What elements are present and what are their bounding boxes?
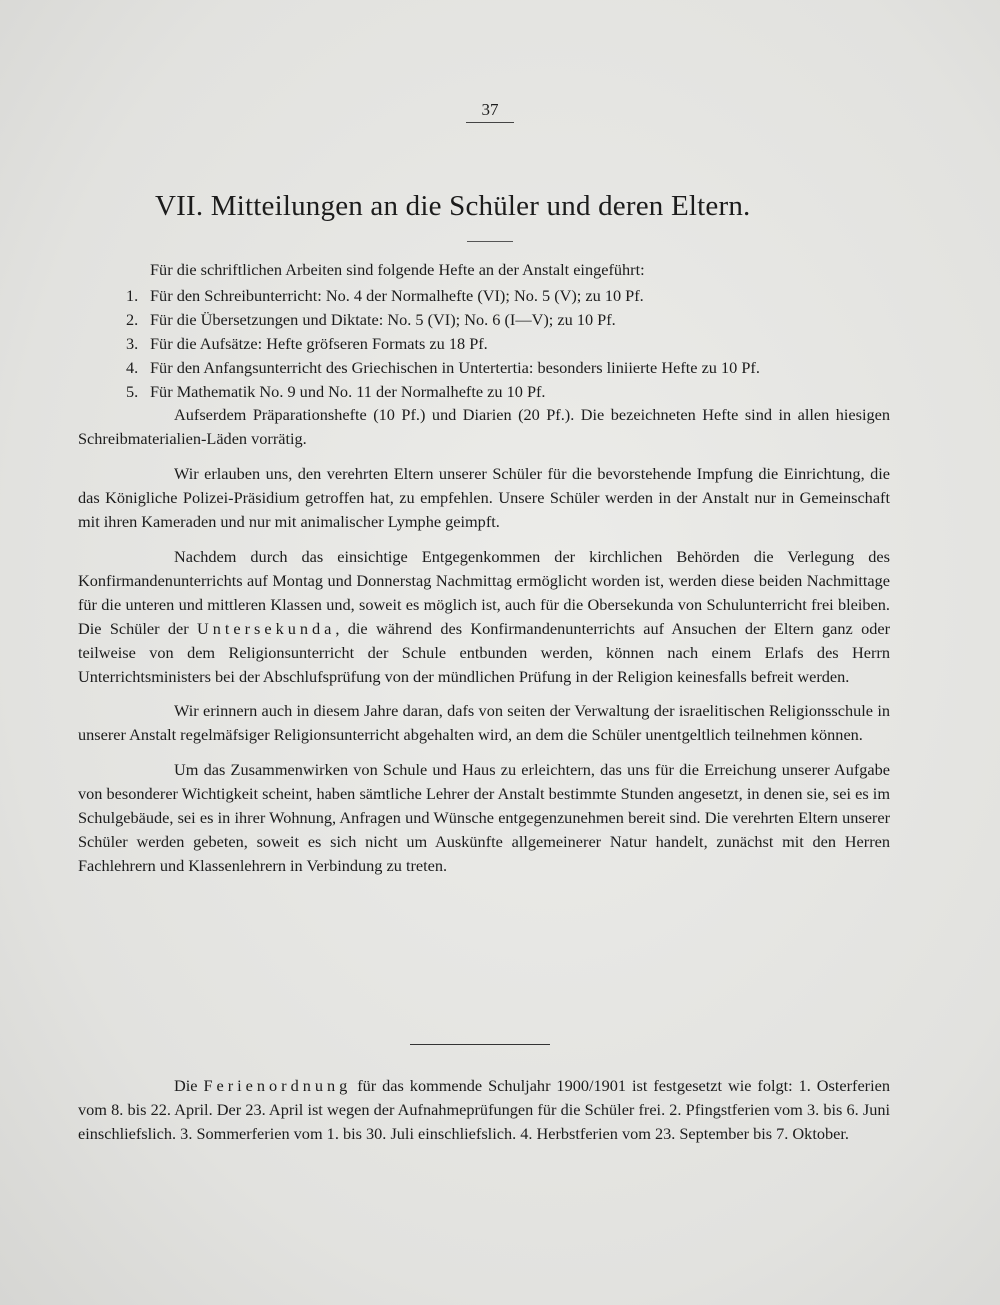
ferien-part1: Die xyxy=(174,1076,204,1095)
list-item xyxy=(78,380,890,404)
paragraph-religionsschule: Wir erinnern auch in diesem Jahre daran, dafs von seiten der Verwaltung der israelitischen Religionsschule in unserer Anstalt regelmäfsiger Religionsunterricht abgehalten wird, an dem die Schüler unentgeltlich teilnehmen können. xyxy=(78,701,890,745)
title-rule xyxy=(467,241,513,242)
page-number-rule xyxy=(466,122,514,123)
list-item xyxy=(78,332,890,356)
paragraph-konfirmanden xyxy=(78,545,890,688)
list-item xyxy=(78,308,890,332)
ferien-part2: für das kommende Schuljahr 1900/1901 ist festgesetzt wie folgt: 1. Osterferien vom 8. bis 22. April. Der 23. April ist wegen der Aufnahmeprüfungen für die Schüler frei. 2. Pfingstferien vom 3. bis 6. Juni einschliefslich. 3. Sommerferien vom 1. bis 30. Juli einschliefslich. 4. Herbstferien vom 23. September bis 7. Oktober. xyxy=(78,1076,890,1143)
list-item-text: Für den Anfangsunterricht des Griechischen in Untertertia: besonders liniierte Hefte zu 10 Pf. xyxy=(150,357,760,377)
main-text xyxy=(78,258,890,878)
list-item-text: Für die Aufsätze: Hefte gröfseren Formats zu 18 Pf. xyxy=(150,333,488,353)
list-item-text: Für den Schreibunterricht: No. 4 der Normalhefte (VI); No. 5 (V); zu 10 Pf. xyxy=(150,285,644,305)
paragraph-konfirmanden-part1: Nachdem durch das einsichtige Entgegenkommen der kirchlichen Behörden die Verlegung des Konfirmandenunterrichts auf Montag und Donnerstag Nachmittag ermöglicht worden ist, werden diese beiden Nachmittage für die unteren und mittleren Klassen und, soweit es möglich ist, auch für die Obersekunda von Schulunterricht frei bleiben. Die Schüler der xyxy=(78,546,890,638)
paragraph-sprechstunden: Um das Zusammenwirken von Schule und Haus zu erleichtern, das uns für die Erreichung unserer Aufgabe von besonderer Wichtigkeit scheint, haben sämtliche Lehrer der Anstalt bestimmte Stunden angesetzt, in denen sie, sei es im Schulgebäude, sei es in ihrer Wohnung, Anfragen und Wünsche entgegenzunehmen bereit sind. Die verehrten Eltern unserer Schüler werden gebeten, soweit es sich nicht um Auskünfte allgemeinerer Natur handelt, zunächst mit den Herren Fachlehrern und Klassenlehrern in Verbindung zu treten. xyxy=(78,760,890,875)
list-item-text: Für Mathematik No. 9 und No. 11 der Normalhefte zu 10 Pf. xyxy=(150,381,546,401)
page-number: 37 xyxy=(481,100,499,119)
list-item-text: Für die Übersetzungen und Diktate: No. 5 (VI); No. 6 (I—V); zu 10 Pf. xyxy=(150,309,616,329)
notebook-list xyxy=(78,284,890,404)
paragraph-impfung: Wir erlauben uns, den verehrten Eltern unserer Schüler für die bevorstehende Impfung die Einrichtung, die das Königliche Polizei-Präsidium getroffen hat, zu empfehlen. Unsere Schüler werden in der Anstalt nur in Gemeinschaft mit ihren Kameraden und nur mit animalischer Lymphe geimpft. xyxy=(78,464,890,532)
paragraph-ferienordnung xyxy=(78,1074,890,1146)
section-separator xyxy=(410,1044,550,1045)
list-item xyxy=(78,284,890,308)
list-item-number: 3. xyxy=(126,333,139,353)
intro-line: Für die schriftlichen Arbeiten sind folgende Hefte an der Anstalt eingeführt: xyxy=(150,260,645,279)
paragraph-hefte: Aufserdem Präparationshefte (10 Pf.) und Diarien (20 Pf.). Die bezeichneten Hefte sind in allen hiesigen Schreibmaterialien-Läden vorrätig. xyxy=(78,405,890,449)
list-item-number: 2. xyxy=(126,309,139,329)
list-item-number: 1. xyxy=(126,285,139,305)
section-title: VII. Mitteilungen an die Schüler und deren Eltern. xyxy=(155,190,751,222)
list-item xyxy=(78,356,890,380)
spaced-word-untersekunda: Untersekunda xyxy=(196,618,336,638)
spaced-word-ferienordnung: Ferienordnung xyxy=(203,1076,352,1095)
list-item-number: 5. xyxy=(126,381,139,401)
paragraph-konfirmanden-part2: , die während des Konfirmandenunterrichts auf Ansuchen der Eltern ganz oder teilweise von dem Religionsunterricht der Schule entbunden werden, können nach einem Erlafs des Herrn Unterrichtsministers bei der Abschlufsprüfung von der mündlichen Prüfung in der Religion keinesfalls befreit werden. xyxy=(78,618,890,686)
list-item-number: 4. xyxy=(126,357,139,377)
